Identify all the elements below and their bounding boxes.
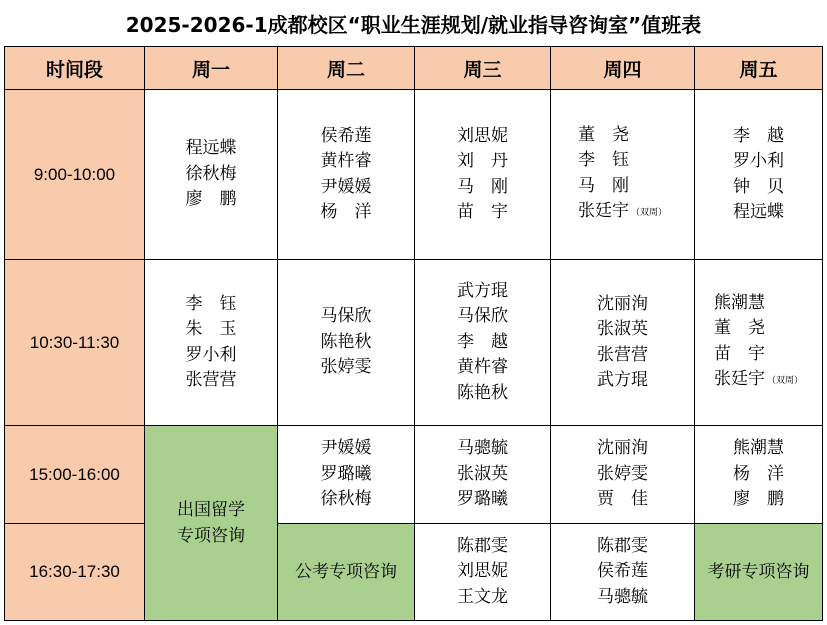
- friday-cell: [695, 426, 823, 524]
- thursday-cell: [551, 524, 695, 621]
- staff-name: 马骢毓: [457, 438, 508, 459]
- staff-name: 黄杵睿: [320, 151, 372, 171]
- staff-name: 张婷雯: [597, 463, 648, 484]
- wednesday-cell: [415, 426, 551, 524]
- staff-name: 董 尧: [577, 124, 629, 145]
- staff-name: 徐秋梅: [185, 163, 237, 184]
- staff-name: 陈艳秋: [320, 331, 372, 352]
- wednesday-cell: [415, 524, 551, 621]
- postgrad-consult-cell: [695, 524, 823, 621]
- staff-name: 沈丽洵: [597, 293, 648, 314]
- staff-name: 王文龙: [457, 586, 508, 607]
- staff-name: 贾 佳: [597, 489, 648, 510]
- staff-name: 马保欣: [457, 306, 508, 327]
- staff-name: 张廷宇: [713, 369, 765, 389]
- header-monday: 周一: [145, 47, 278, 90]
- thursday-cell: [551, 426, 695, 524]
- staff-name: 沈丽洵: [597, 438, 648, 459]
- biweekly-note: （双周）: [630, 208, 667, 218]
- staff-name: 罗璐曦: [320, 463, 372, 484]
- staff-name: 马 刚: [457, 176, 508, 197]
- staff-name: 马骢毓: [597, 586, 648, 607]
- staff-name: 马保欣: [320, 306, 372, 327]
- staff-name: 李 越: [733, 125, 784, 146]
- staff-name: 李 钰: [577, 150, 629, 170]
- staff-name: 陈郡雯: [457, 535, 508, 556]
- staff-name: 黄杵睿: [457, 357, 508, 378]
- thursday-cell: [551, 260, 695, 426]
- table-row: [5, 426, 823, 524]
- header-thursday: 周四: [551, 47, 695, 90]
- staff-name: 刘思妮: [457, 561, 508, 582]
- staff-name: 张淑英: [457, 463, 508, 484]
- staff-name: 苗 宇: [457, 202, 508, 222]
- staff-name: 尹媛媛: [320, 438, 372, 459]
- header-wednesday: 周三: [415, 47, 551, 90]
- staff-name: 罗璐曦: [457, 489, 508, 510]
- friday-cell: [695, 90, 823, 260]
- staff-name: 杨 洋: [733, 463, 784, 484]
- time-slot-cell: 9:00-10:00: [5, 90, 145, 260]
- staff-name: 张廷宇: [577, 201, 629, 221]
- staff-name: 廖 鹏: [185, 189, 237, 210]
- staff-name: 尹媛媛: [320, 176, 372, 197]
- staff-name: 罗小利: [185, 344, 237, 365]
- friday-cell: [695, 260, 823, 426]
- time-slot-cell: 15:00-16:00: [5, 426, 145, 524]
- header-time-slot: 时间段: [5, 47, 145, 90]
- thursday-cell: [551, 90, 695, 260]
- staff-name: 董 尧: [713, 318, 765, 338]
- time-slot-cell: 10:30-11:30: [5, 260, 145, 426]
- staff-name: 程远蝶: [733, 202, 784, 222]
- staff-name: 张营营: [185, 370, 237, 390]
- staff-name: 熊潮慧: [713, 292, 765, 313]
- civil-service-consult-cell: [278, 524, 415, 621]
- staff-name: 武方琨: [597, 370, 648, 390]
- staff-name-with-note: [714, 367, 803, 395]
- staff-name-with-note: [578, 199, 667, 227]
- tuesday-cell: [278, 426, 415, 524]
- page-title: 2025-2026-1成都校区“职业生涯规划/就业指导咨询室”值班表: [125, 12, 702, 37]
- staff-name: 李 越: [457, 331, 508, 352]
- staff-name: 廖 鹏: [733, 489, 784, 510]
- wednesday-cell: [415, 260, 551, 426]
- staff-name: 陈艳秋: [457, 382, 508, 403]
- table-row: [5, 524, 823, 621]
- abroad-consult-label: 出国留学 专项咨询: [177, 500, 245, 546]
- staff-name: 钟 贝: [733, 176, 784, 197]
- postgrad-consult-label: 考研专项咨询: [707, 562, 810, 582]
- staff-name: 李 钰: [185, 293, 237, 314]
- monday-cell: [145, 90, 278, 260]
- staff-name: 马 刚: [577, 175, 629, 196]
- staff-name: 张营营: [597, 344, 648, 365]
- time-slot-cell: 16:30-17:30: [5, 524, 145, 621]
- wednesday-cell: [415, 90, 551, 260]
- staff-name: 侯希莲: [320, 125, 372, 146]
- staff-name: 程远蝶: [185, 138, 237, 159]
- tuesday-cell: [278, 90, 415, 260]
- staff-name: 武方琨: [457, 280, 508, 301]
- staff-name: 徐秋梅: [320, 489, 372, 510]
- staff-name: 刘 丹: [457, 151, 508, 171]
- header-row: [5, 47, 823, 90]
- staff-name: 杨 洋: [320, 202, 372, 222]
- tuesday-cell: [278, 260, 415, 426]
- duty-schedule-table: [4, 46, 823, 621]
- table-row: [5, 90, 823, 260]
- abroad-consult-cell: [145, 426, 278, 621]
- staff-name: 张婷雯: [320, 357, 372, 378]
- staff-name: 朱 玉: [185, 319, 237, 339]
- staff-name: 刘思妮: [457, 125, 508, 146]
- monday-cell: [145, 260, 278, 426]
- staff-name: 侯希莲: [597, 561, 648, 582]
- staff-name: 熊潮慧: [733, 438, 784, 459]
- header-tuesday: 周二: [278, 47, 415, 90]
- civil-service-consult-label: 公考专项咨询: [295, 562, 397, 582]
- staff-name: 陈郡雯: [597, 535, 648, 556]
- header-friday: 周五: [695, 47, 823, 90]
- staff-name: 苗 宇: [713, 343, 765, 364]
- table-row: [5, 260, 823, 426]
- biweekly-note: （双周）: [766, 376, 803, 386]
- staff-name: 罗小利: [733, 151, 784, 171]
- staff-name: 张淑英: [597, 319, 648, 339]
